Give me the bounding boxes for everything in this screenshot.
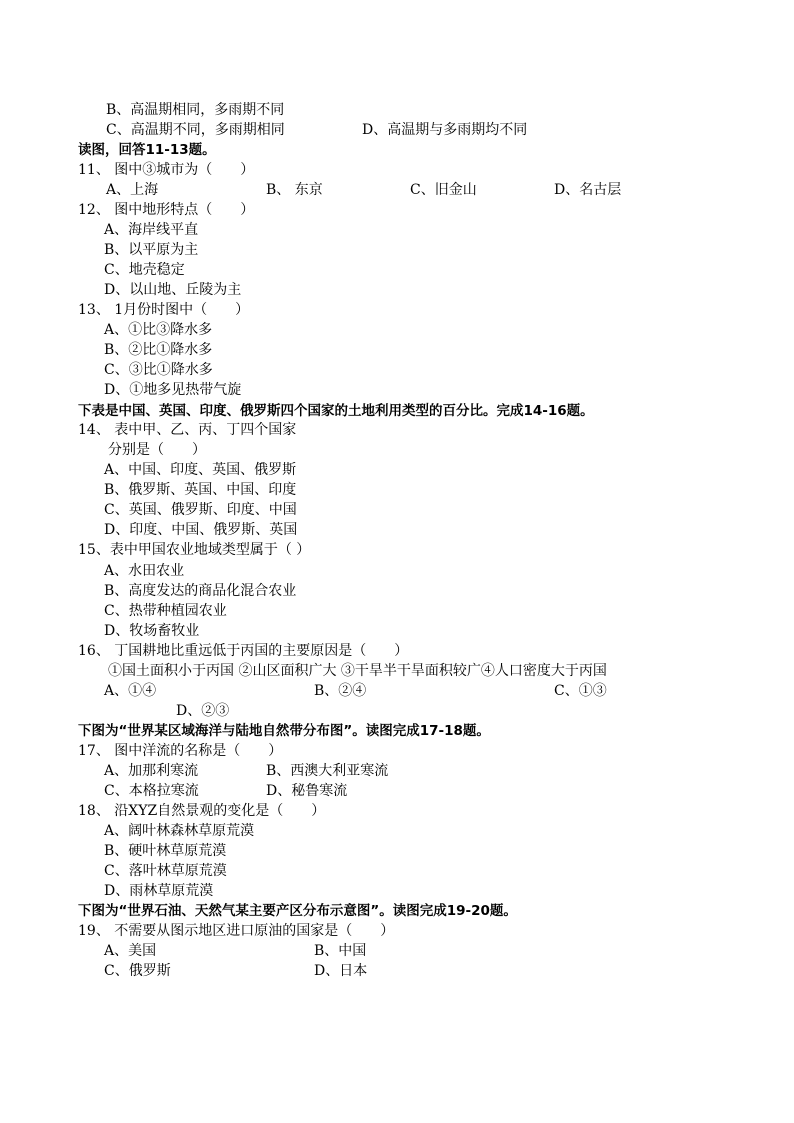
q11-stem: 11、 图中③城市为（ ）	[78, 162, 255, 178]
q14-option-b: B、俄罗斯、英国、中国、印度	[104, 482, 297, 498]
q14-option-d: D、印度、中国、俄罗斯、英国	[104, 522, 298, 538]
q11-option-d: D、名古层	[554, 182, 622, 198]
q14-option-a: A、中国、印度、英国、俄罗斯	[104, 462, 297, 478]
section-instruction-14-16: 下表是中国、英国、印度、俄罗斯四个国家的土地利用类型的百分比。完成14-16题。	[78, 403, 594, 419]
q18-option-b: B、硬叶林草原荒漠	[104, 843, 227, 859]
q19-options-row-1	[104, 941, 784, 961]
q11-options-row	[106, 180, 786, 200]
q14-stem-line1: 14、 表中甲、乙、丙、丁四个国家	[78, 422, 297, 438]
q18-option-d: D、雨林草原荒漠	[104, 883, 214, 899]
q17-stem: 17、 图中洋流的名称是（ ）	[78, 743, 283, 759]
q13-option-b: B、②比①降水多	[104, 342, 213, 358]
q11-option-a: A、上海	[106, 182, 159, 198]
q15-option-c: C、热带种植园农业	[104, 603, 227, 619]
q18-stem: 18、 沿XYZ自然景观的变化是（ ）	[78, 803, 326, 819]
q12-stem: 12、 图中地形特点（ ）	[78, 202, 255, 218]
q17-options-row-1	[104, 761, 784, 781]
q16-options-row	[104, 681, 784, 701]
q19-option-c: C、俄罗斯	[104, 963, 171, 979]
q10-option-c: C、高温期不同，多雨期相同	[106, 122, 285, 138]
q12-option-b: B、以平原为主	[104, 242, 199, 258]
q19-stem: 19、 不需要从图示地区进口原油的国家是（ ）	[78, 923, 395, 939]
q19-option-d: D、日本	[314, 963, 368, 979]
section-instruction-19-20: 下图为“世界石油、天然气某主要产区分布示意图”。读图完成19-20题。	[78, 903, 517, 919]
q10-options-row	[106, 120, 786, 140]
q13-option-c: C、③比①降水多	[104, 362, 213, 378]
q11-option-b: B、 东京	[266, 182, 323, 198]
q16-option-c: C、①③	[554, 683, 607, 699]
q17-option-d: D、秘鲁寒流	[266, 783, 348, 799]
q15-option-a: A、水田农业	[104, 563, 185, 579]
q15-stem: 15、表中甲国农业地域类型属于（ ）	[78, 542, 311, 558]
q17-option-a: A、加那利寒流	[104, 763, 199, 779]
section-instruction-17-18: 下图为“世界某区域海洋与陆地自然带分布图”。读图完成17-18题。	[78, 723, 490, 739]
q16-option-a: A、①④	[104, 683, 157, 699]
q15-option-d: D、牧场畜牧业	[104, 623, 200, 639]
q11-option-c: C、旧金山	[410, 182, 477, 198]
q16-option-d: D、②③	[176, 703, 230, 719]
q16-stem: 16、 丁国耕地比重远低于丙国的主要原因是（ ）	[78, 643, 409, 659]
section-instruction-11-13: 读图，回答11-13题。	[78, 142, 216, 158]
q10-option-d: D、高温期与多雨期均不同	[362, 122, 528, 138]
q14-option-c: C、英国、俄罗斯、印度、中国	[104, 502, 297, 518]
q13-option-a: A、①比③降水多	[104, 322, 213, 338]
q19-option-a: A、美国	[104, 943, 157, 959]
q16-reasons: ①国土面积小于丙国 ②山区面积广大 ③干旱半干旱面积较广④人口密度大于丙国	[108, 663, 607, 679]
q19-options-row-2	[104, 961, 784, 981]
q18-option-a: A、阔叶林森林草原荒漠	[104, 823, 255, 839]
q17-options-row-2	[104, 781, 784, 801]
q17-option-b: B、西澳大利亚寒流	[266, 763, 389, 779]
q12-option-d: D、以山地、丘陵为主	[104, 282, 242, 298]
q12-option-a: A、海岸线平直	[104, 222, 199, 238]
q13-stem: 13、 1月份时图中（ ）	[78, 302, 250, 318]
q10-option-b: B、高温期相同，多雨期不同	[106, 102, 285, 118]
q15-option-b: B、高度发达的商品化混合农业	[104, 583, 297, 599]
q19-option-b: B、中国	[314, 943, 367, 959]
q14-stem-line2: 分别是（ ）	[108, 442, 206, 458]
q13-option-d: D、①地多见热带气旋	[104, 382, 242, 398]
q17-option-c: C、本格拉寒流	[104, 783, 199, 799]
q16-option-b: B、②④	[314, 683, 367, 699]
q12-option-c: C、地壳稳定	[104, 262, 185, 278]
q18-option-c: C、落叶林草原荒漠	[104, 863, 227, 879]
